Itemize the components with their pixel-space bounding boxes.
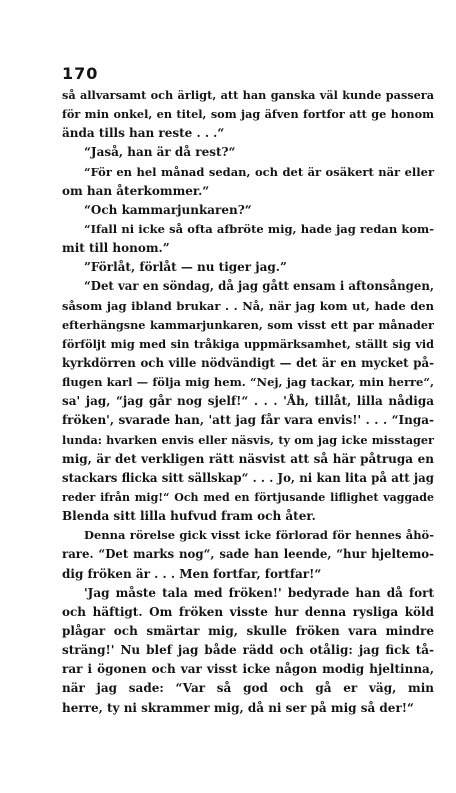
text-line: stackars flicka sitt sällskap“ . . . Jo, ni kan lita på att jag [62, 470, 434, 485]
text-line: ända tills han reste . . .“ [62, 126, 225, 141]
text-line: förföljt mig med sin tråkiga uppmärksamhet, ställt sig vid [62, 336, 434, 351]
text-line: herre, ty ni skrammer mig, då ni ser på mig så der!“ [62, 700, 414, 715]
text-line: såsom jag ibland brukar . . Nå, när jag kom ut, hade den [62, 298, 434, 313]
text-line: rar i ögonen och var visst icke någon modig hjeltinna, [62, 662, 434, 677]
text-line: Denna rörelse gick visst icke förlorad för hennes åhö- [84, 528, 434, 543]
text-line: “Ifall ni icke så ofta afbröte mig, hade jag redan kom- [84, 221, 434, 236]
text-line: “Och kammarjunkaren?“ [84, 202, 252, 217]
text-line: reder ifrån mig!“ Och med en förtjusande liflighet vaggade [62, 490, 434, 504]
text-line: ”Förlåt, förlåt — nu tiger jag.” [84, 260, 287, 275]
text-line: och häftigt. Om fröken visste hur denna rysliga köld [62, 604, 434, 619]
text-line: om han återkommer.“ [62, 183, 210, 198]
text-line: plågar och smärtar mig, skulle fröken vara mindre [62, 623, 434, 638]
text-line: kyrkdörren och ville nödvändigt — det är en mycket på- [62, 355, 434, 370]
text-line: Blenda sitt lilla hufvud fram och åter. [62, 509, 316, 524]
text-line: rare. “Det marks nog“, sade han leende, “hur hjeltemo- [62, 547, 434, 562]
text-line: för min onkel, en titel, som jag äfven fortfor att ge honom [62, 107, 434, 122]
text-line: “Det var en söndag, då jag gått ensam i aftonsången, [84, 279, 434, 294]
text-line: när jag sade: “Var så god och gå er väg, min [62, 681, 434, 696]
text-line: “För en hel månad sedan, och det är osäkert när eller [84, 164, 434, 179]
text-line: efterhängsne kammarjunkaren, som visst ett par månader [62, 317, 434, 332]
text-line: sa' jag, “jag går nog sjelf!“ . . . 'Åh, tillåt, lilla nådiga [62, 394, 434, 409]
text-line: lunda: hvarken envis eller näsvis, ty om jag icke misstager [62, 432, 434, 447]
text-line: mit till honom.” [62, 241, 170, 256]
text-line: fröken', svarade han, 'att jag får vara envis!' . . . “Inga- [62, 413, 434, 428]
page-number: 170 [62, 64, 99, 83]
text-line: sträng!' Nu blef jag både rädd och otålig: jag fick tå- [62, 643, 434, 658]
text-line: så allvarsamt och ärligt, att han ganska väl kunde passera [62, 88, 434, 102]
text-line: flugen karl — följa mig hem. “Nej, jag tackar, min herre“, [62, 375, 434, 390]
text-line: dig fröken är . . . Men fortfar, fortfar!“ [62, 566, 322, 581]
text-line: “Jaså, han är då rest?“ [84, 145, 236, 160]
body-text [62, 86, 434, 718]
text-line: mig, är det verkligen rätt näsvist att så här påtruga en [62, 451, 434, 466]
text-line: 'Jag måste tala med fröken!' bedyrade han då fort [84, 585, 434, 600]
